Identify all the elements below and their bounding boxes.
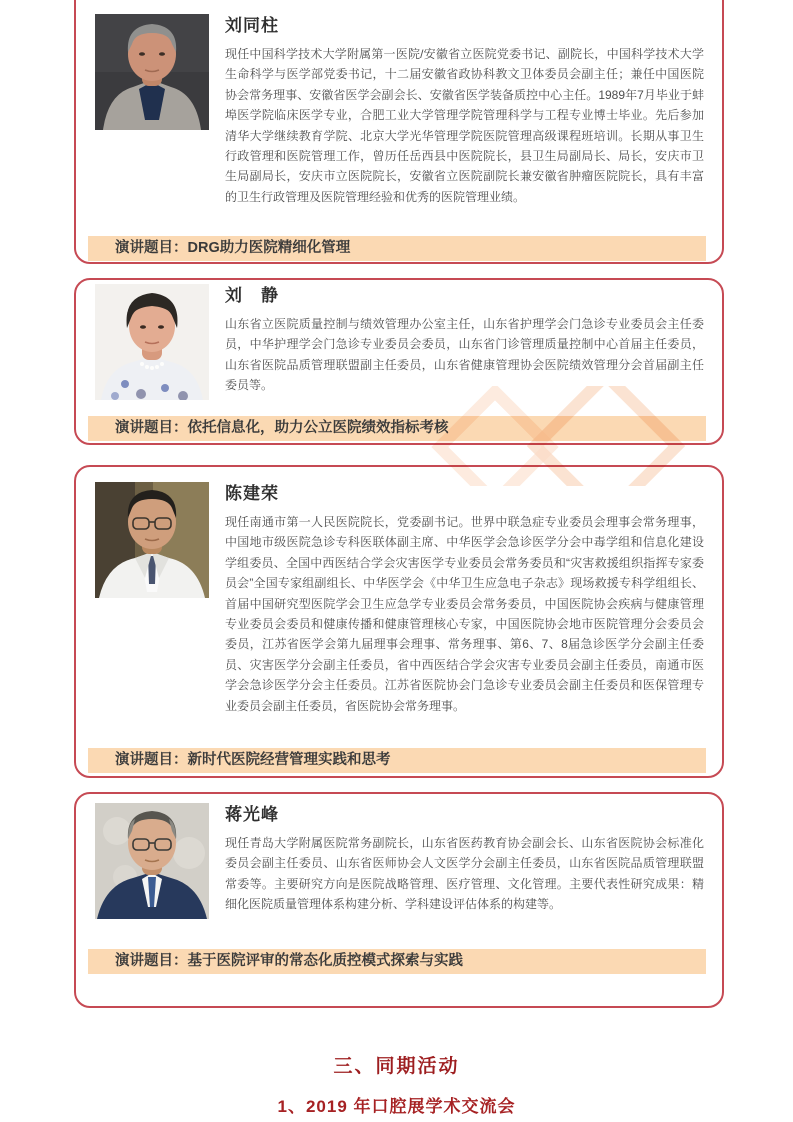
topic-title: 依托信息化，助力公立医院绩效指标考核 <box>187 420 449 436</box>
speaker-card-chen-jianrong <box>74 465 724 778</box>
speaker-card-liu-tongzhu <box>74 0 724 264</box>
speaker-photo-portrait <box>95 482 209 598</box>
speaker-name: 刘同柱 <box>225 16 279 35</box>
speaker-profile <box>76 467 722 716</box>
speaker-profile <box>76 794 722 919</box>
speaker-bio: 山东省立医院质量控制与绩效管理办公室主任，山东省护理学会门急诊专业委员会主任委员，中华护理学会门急诊专业委员会委员，山东省门诊管理质量控制中心首届主任委员，山东省医院品质管理联盟副主任委员，山东省健康管理协会医院绩效管理分会首届副主任委员等。 <box>225 317 704 393</box>
section-subheading-dental-show-exchange: 1、2019 年口腔展学术交流会 <box>277 1097 516 1116</box>
speaker-photo-portrait <box>95 803 209 919</box>
speaker-bio: 现任青岛大学附属医院常务副院长，山东省医药教育协会副会长、山东省医院协会标准化委员会副主任委员、山东省医师协会人文医学分会副主任委员，山东省医院品质管理联盟常委等。主要研究方向是医院战略管理、医疗管理、文化管理。主要代表性研究成果：精细化医院质量管理体系构建分析、学科建设评估体系的构建等。 <box>225 836 704 912</box>
topic-label: 演讲题目： <box>115 752 188 768</box>
topic-title: DRG助力医院精细化管理 <box>187 240 351 256</box>
topic-banner <box>88 236 706 261</box>
speaker-name: 刘 静 <box>225 286 279 305</box>
topic-title: 基于医院评审的常态化质控模式探索与实践 <box>187 953 463 969</box>
section-heading-concurrent-activities: 三、同期活动 <box>333 1056 460 1077</box>
speaker-name: 陈建荣 <box>225 484 279 503</box>
topic-banner <box>88 949 706 974</box>
topic-label: 演讲题目： <box>115 420 188 436</box>
speaker-profile <box>76 0 722 207</box>
topic-banner <box>88 416 706 441</box>
topic-title: 新时代医院经营管理实践和思考 <box>187 752 391 768</box>
speaker-bio: 现任中国科学技术大学附属第一医院/安徽省立医院党委书记、副院长，中国科学技术大学生命科学与医学部党委书记，十二届安徽省政协科教文卫体委员会副主任；兼任中国医院协会常务理事、安徽省医学会副会长、安徽省医学装备质控中心主任。1989年7月毕业于蚌埠医学院临床医学专业，合肥工业大学管理学院管理科学与工程专业博士毕业。先后参加清华大学继续教育学院、北京大学光华管理学院医院管理高级课程班培训。长期从事卫生行政管理和医院管理工作，曾历任岳西县中医院院长，县卫生局副局长、局长，安庆市卫生局副局长，安庆市立医院院长，安徽省立医院副院长兼安徽省肿瘤医院院长，具有丰富的卫生行政管理及医院管理经验和优秀的医院管理业绩。 <box>225 47 704 204</box>
speaker-profile <box>76 280 722 400</box>
speaker-card-liu-jing <box>74 278 724 445</box>
speaker-photo-portrait <box>95 14 209 130</box>
speaker-name: 蒋光峰 <box>225 805 279 824</box>
topic-label: 演讲题目： <box>115 953 188 969</box>
topic-banner <box>88 748 706 773</box>
topic-label: 演讲题目： <box>115 240 188 256</box>
speaker-card-jiang-guangfeng <box>74 792 724 1008</box>
speaker-bio: 现任南通市第一人民医院院长，党委副书记。世界中联急症专业委员会理事会常务理事，中国地市级医院急诊专科医联体副主席、中华医学会急诊医学分会中毒学组和信息化建设学组委员、全国中西医结合学会灾害医学专业委员会常务委员和“灾害救援组织指挥专家委员会”全国专家组副组长、中华医学会《中华卫生应急电子杂志》现场救援专科学组组长、首届中国研究型医院学会卫生应急学专业委员会常务委员，中国医院协会疾病与健康管理专业委员会委员和健康传播和健康管理核心专家，中国医院协会地市医院管理分会委员会委员，江苏省医学会第九届理事会理事、常务理事、第6、7、8届急诊医学分会副主任委员、灾害医学分会副主任委员，省中西医结合学会灾害专业委员会副主任委员，南通市医学会急诊医学分会主任委员。江苏省医院协会门急诊专业委员会副主任委员和医保管理专业委员会副主任委员，省医院协会常务理事。 <box>225 515 704 713</box>
speaker-photo-portrait <box>95 284 209 400</box>
